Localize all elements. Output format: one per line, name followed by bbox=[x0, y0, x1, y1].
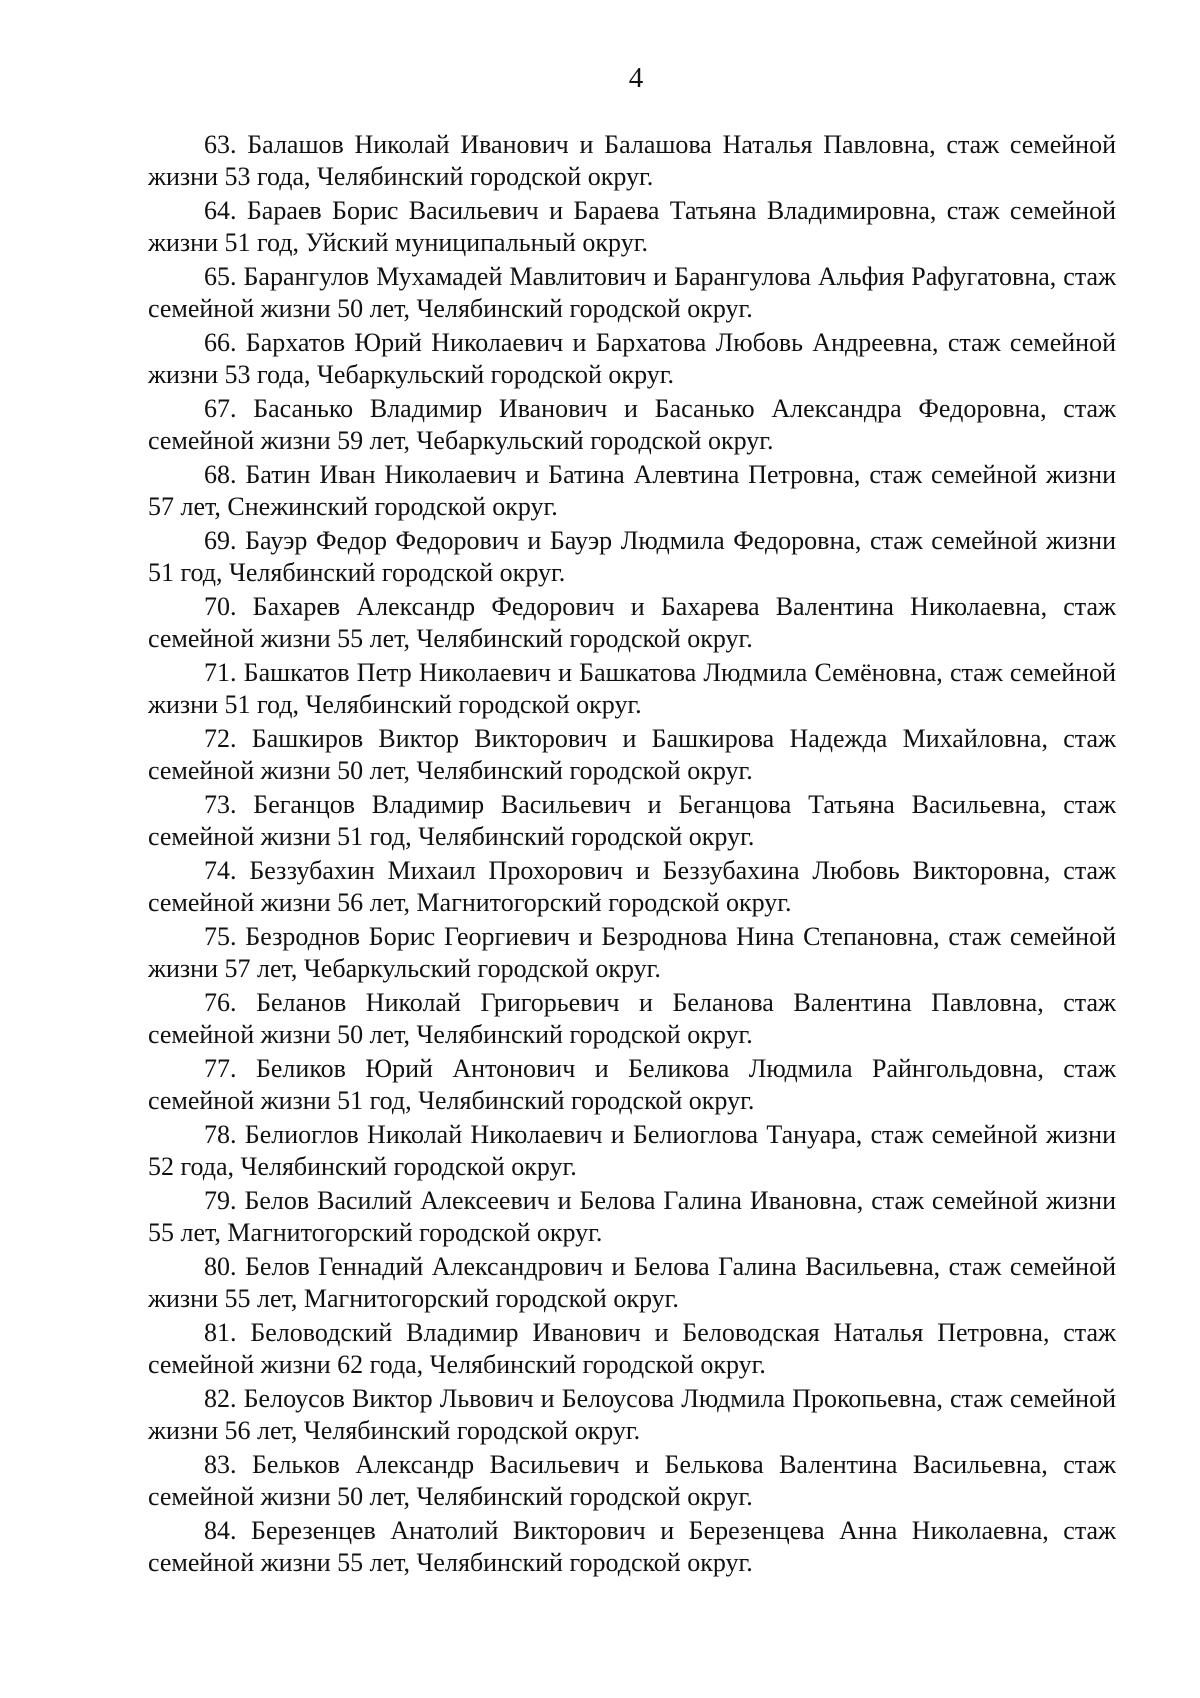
list-item: 80. Белов Геннадий Александрович и Белова Галина Васильевна, стаж семейной жизни 55 лет, Магнитогорский городской округ. bbox=[148, 1252, 1116, 1313]
list-item: 63. Балашов Николай Иванович и Балашова Наталья Павловна, стаж семейной жизни 53 года, Челябинский городской округ. bbox=[148, 130, 1116, 191]
list-item: 69. Бауэр Федор Федорович и Бауэр Людмила Федоровна, стаж семейной жизни 51 год, Челябинский городской округ. bbox=[148, 526, 1116, 587]
list-item: 66. Бархатов Юрий Николаевич и Бархатова Любовь Андреевна, стаж семейной жизни 53 года, Чебаркульский городской округ. bbox=[148, 328, 1116, 389]
list-item: 64. Бараев Борис Васильевич и Бараева Татьяна Владимировна, стаж семейной жизни 51 год, Уйский муниципальный округ. bbox=[148, 196, 1116, 257]
list-item: 78. Белиоглов Николай Николаевич и Белиоглова Тануара, стаж семейной жизни 52 года, Челябинский городской округ. bbox=[148, 1120, 1116, 1181]
list-item: 75. Безроднов Борис Георгиевич и Безроднова Нина Степановна, стаж семейной жизни 57 лет, Чебаркульский городской округ. bbox=[148, 922, 1116, 983]
list-item: 65. Барангулов Мухамадей Мавлитович и Барангулова Альфия Рафугатовна, стаж семейной жизни 50 лет, Челябинский городской округ. bbox=[148, 262, 1116, 323]
list-item: 74. Беззубахин Михаил Прохорович и Беззубахина Любовь Викторовна, стаж семейной жизни 56 лет, Магнитогорский городской округ. bbox=[148, 856, 1116, 917]
list-item: 72. Башкиров Виктор Викторович и Башкирова Надежда Михайловна, стаж семейной жизни 50 лет, Челябинский городской округ. bbox=[148, 724, 1116, 785]
list-item: 76. Беланов Николай Григорьевич и Беланова Валентина Павловна, стаж семейной жизни 50 лет, Челябинский городской округ. bbox=[148, 988, 1116, 1049]
list-item: 81. Беловодский Владимир Иванович и Беловодская Наталья Петровна, стаж семейной жизни 62 года, Челябинский городской округ. bbox=[148, 1318, 1116, 1379]
page-number: 4 bbox=[628, 62, 644, 94]
entry-list bbox=[148, 129, 1116, 1581]
list-item: 68. Батин Иван Николаевич и Батина Алевтина Петровна, стаж семейной жизни 57 лет, Снежинский городской округ. bbox=[148, 460, 1116, 521]
list-item: 83. Бельков Александр Васильевич и Белькова Валентина Васильевна, стаж семейной жизни 50 лет, Челябинский городской округ. bbox=[148, 1450, 1116, 1511]
list-item: 77. Беликов Юрий Антонович и Беликова Людмила Райнгольдовна, стаж семейной жизни 51 год, Челябинский городской округ. bbox=[148, 1054, 1116, 1115]
list-item: 71. Башкатов Петр Николаевич и Башкатова Людмила Семёновна, стаж семейной жизни 51 год, Челябинский городской округ. bbox=[148, 658, 1116, 719]
list-item: 82. Белоусов Виктор Львович и Белоусова Людмила Прокопьевна, стаж семейной жизни 56 лет, Челябинский городской округ. bbox=[148, 1384, 1116, 1445]
list-item: 70. Бахарев Александр Федорович и Бахарева Валентина Николаевна, стаж семейной жизни 55 лет, Челябинский городской округ. bbox=[148, 592, 1116, 653]
list-item: 79. Белов Василий Алексеевич и Белова Галина Ивановна, стаж семейной жизни 55 лет, Магнитогорский городской округ. bbox=[148, 1186, 1116, 1247]
list-item: 67. Басанько Владимир Иванович и Басанько Александра Федоровна, стаж семейной жизни 59 лет, Чебаркульский городской округ. bbox=[148, 394, 1116, 455]
list-item: 73. Беганцов Владимир Васильевич и Беганцова Татьяна Васильевна, стаж семейной жизни 51 год, Челябинский городской округ. bbox=[148, 790, 1116, 851]
list-item: 84. Березенцев Анатолий Викторович и Березенцева Анна Николаевна, стаж семейной жизни 55 лет, Челябинский городской округ. bbox=[148, 1516, 1116, 1577]
